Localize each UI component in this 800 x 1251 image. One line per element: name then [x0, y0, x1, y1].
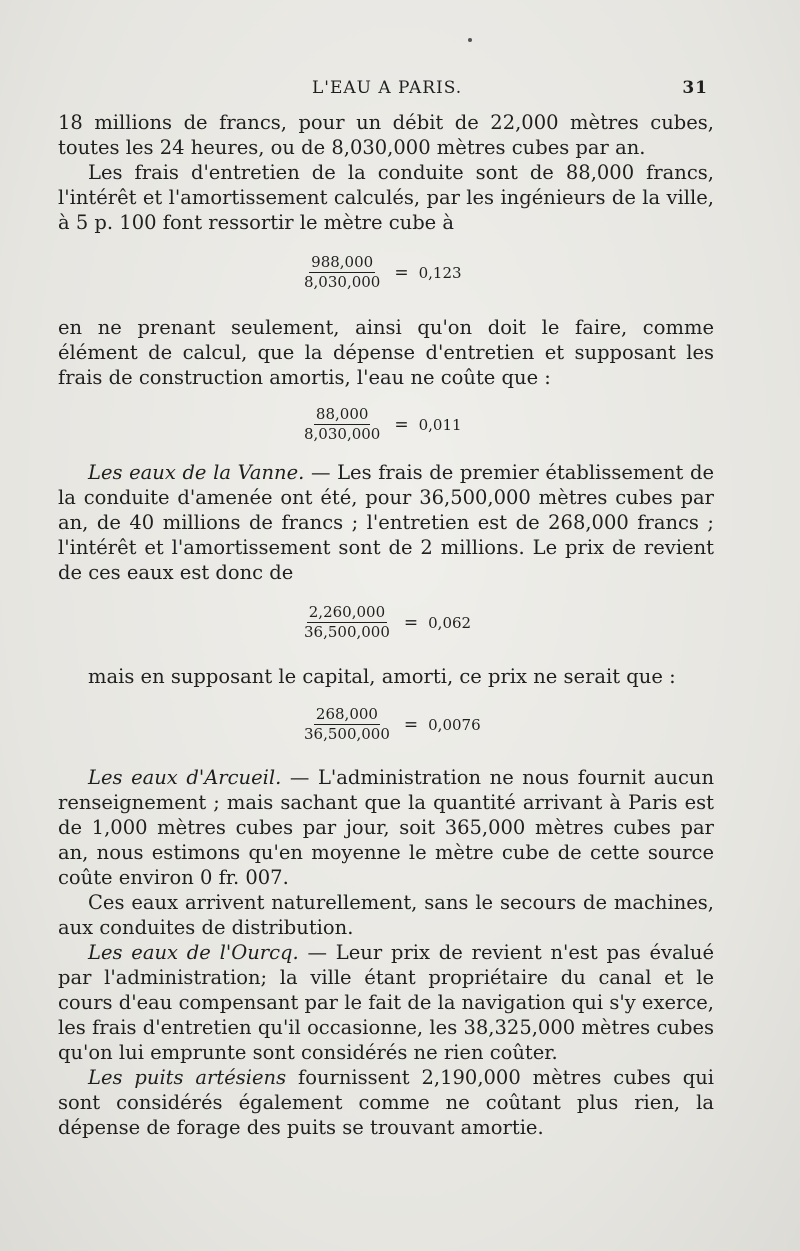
- paragraph-3: en ne prenant seulement, ainsi qu'on doit le faire, comme élément de calcul, que la dépense d'entretien et supposant les frais de construction amortis, l'eau ne coûte que :: [58, 316, 714, 389]
- paragraph-4-body: — Les frais de premier établissement de la conduite d'amenée ont été, pour 36,500,000 mètres cubes par an, de 40 millions de francs ; l'entretien est de 268,000 francs ; l'intérêt et l'amortissement sont de 2 millions. Le prix de revient de ces eaux est donc de: [58, 461, 715, 584]
- speck-mark: [468, 38, 472, 42]
- formula-1-denominator: 8,030,000: [304, 273, 381, 291]
- formula-4-equals: =: [403, 714, 419, 735]
- paragraph-6: [58, 765, 714, 890]
- section-lead-puits: Les puits artésiens: [88, 1066, 287, 1089]
- formula-3-result: 0,062: [428, 613, 472, 632]
- paragraph-5: mais en supposant le capital, amorti, ce prix ne serait que :: [88, 665, 676, 688]
- section-lead-ourcq: Les eaux de l'Ourcq.: [88, 941, 299, 964]
- formula-4-denominator: 36,500,000: [304, 725, 390, 743]
- running-header: [0, 78, 800, 102]
- paragraph-block-4: [58, 664, 714, 689]
- running-title: L'EAU A PARIS.: [312, 78, 463, 98]
- paragraph-6-body: — L'administration ne nous fournit aucun renseignement ; mais sachant que la quantité arrivant à Paris est de 1,000 mètres cubes par jour, soit 365,000 mètres cubes par an, nous estimons qu'en moyenne le mètre cube de cette source coûte environ 0 fr. 007.: [58, 766, 715, 889]
- paragraph-block-3: [58, 460, 714, 585]
- paragraph-8: [58, 940, 714, 1065]
- formula-4-numerator: 268,000: [315, 705, 378, 723]
- section-lead-vanne: Les eaux de la Vanne.: [88, 461, 305, 484]
- formula-2: [302, 406, 462, 443]
- section-lead-arcueil: Les eaux d'Arcueil.: [88, 766, 282, 789]
- paragraph-block-2: [58, 315, 714, 390]
- paragraph-9: [58, 1065, 714, 1140]
- formula-3-numerator: 2,260,000: [308, 603, 386, 621]
- paragraph-block-5: [58, 765, 714, 1140]
- formula-2-result: 0,011: [418, 415, 462, 434]
- formula-2-denominator: 8,030,000: [304, 425, 381, 443]
- paragraph-4: [58, 460, 714, 585]
- paragraph-2: Les frais d'entretien de la conduite sont de 88,000 francs, l'intérêt et l'amortissement calculés, par les ingénieurs de la ville, à 5 p. 100 font ressortir le mètre cube à: [58, 161, 714, 234]
- formula-2-equals: =: [394, 414, 409, 435]
- page-number: 31: [682, 78, 708, 98]
- formula-3: [302, 604, 471, 641]
- formula-1-equals: =: [394, 262, 409, 283]
- paragraph-1: 18 millions de francs, pour un débit de 22,000 mètres cubes, toutes les 24 heures, ou de 8,030,000 mètres cubes par an.: [58, 111, 714, 159]
- formula-3-equals: =: [403, 612, 419, 633]
- paragraph-9-body: fournissent 2,190,000 mètres cubes qui sont considérés également comme ne coûtant plus rien, la dépense de forage des puits se trouvant amortie.: [58, 1066, 714, 1139]
- paragraph-8-body: — Leur prix de revient n'est pas évalué par l'administration; la ville étant propriétaire du canal et le cours d'eau compensant par le fait de la navigation qui s'y exerce, les frais d'entretien qu'il occasionne, les 38,325,000 mètres cubes qu'on lui emprunte sont considérés ne rien coûter.: [58, 941, 714, 1064]
- formula-4: [302, 706, 481, 743]
- formula-3-denominator: 36,500,000: [304, 623, 390, 641]
- formula-1: [302, 254, 462, 291]
- formula-1-numerator: 988,000: [311, 253, 374, 271]
- formula-1-result: 0,123: [418, 263, 462, 282]
- paragraph-block-1: [58, 110, 714, 235]
- formula-4-result: 0,0076: [428, 715, 481, 734]
- formula-2-numerator: 88,000: [315, 405, 369, 423]
- paragraph-7: Ces eaux arrivent naturellement, sans le secours de machines, aux conduites de distribution.: [58, 891, 714, 939]
